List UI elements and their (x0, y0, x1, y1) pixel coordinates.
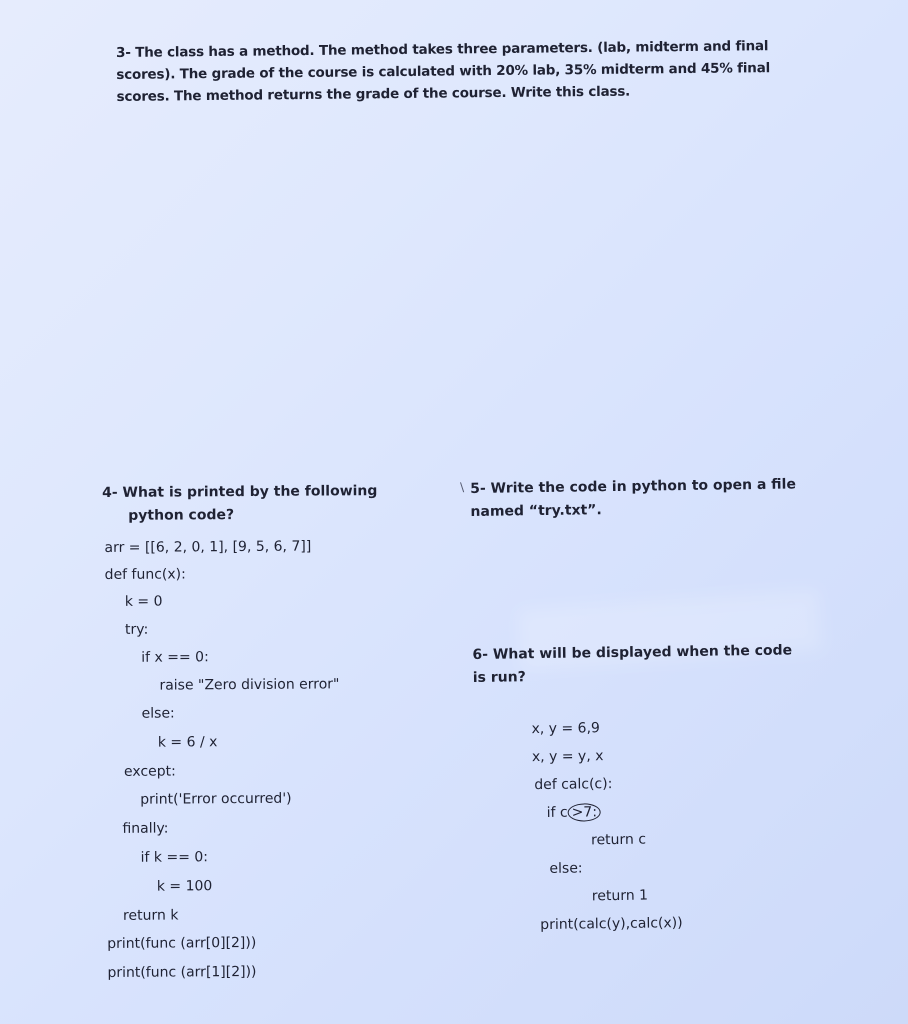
right-column (460, 473, 801, 934)
question-5-title-line-2: named “try.txt”. (470, 502, 602, 520)
q6-code-line-6: else: (549, 860, 583, 877)
code-line-15: print(func (arr[0][2])) (107, 934, 257, 952)
question-3-line-1: 3- The class has a method. The method takes three parameters. (lab, midterm and final (116, 38, 769, 61)
question-3 (116, 35, 777, 108)
code-line-5: if x == 0: (141, 649, 209, 666)
if-keyword-text: if c (546, 804, 568, 821)
q6-code-line-7: return 1 (591, 887, 649, 905)
code-line-3: k = 0 (124, 593, 163, 610)
q6-code-line-3: def calc(c): (534, 776, 613, 794)
question-4-title-line-1: 4- What is printed by the following (102, 483, 378, 501)
code-line-10: print('Error occurred') (140, 790, 292, 808)
question-5-title-line-1: 5- Write the code in python to open a file (470, 476, 797, 497)
code-line-6: raise "Zero division error" (159, 676, 340, 694)
question-4 (102, 480, 432, 981)
q6-code-line-4 (547, 802, 602, 823)
circled-condition: >7: (568, 803, 602, 821)
code-line-1: arr = [[6, 2, 0, 1], [9, 5, 6, 7]] (104, 538, 312, 556)
code-line-4: try: (124, 621, 149, 638)
code-line-8: k = 6 / x (157, 734, 218, 751)
code-line-11: finally: (122, 820, 169, 837)
question-3-line-2: scores). The grade of the course is calculated with 20% lab, 35% midterm and 45% final (116, 60, 771, 83)
code-line-2: def func(x): (104, 566, 186, 583)
code-line-14: return k (122, 907, 179, 924)
q6-code-line-2: x, y = y, x (531, 748, 604, 766)
code-line-12: if k == 0: (140, 849, 209, 866)
q6-code-line-8: print(calc(y),calc(x)) (540, 915, 683, 934)
code-line-13: k = 100 (156, 878, 213, 895)
question-6-title-line-2: is run? (472, 669, 526, 686)
question-6-title-line-1: 6- What will be displayed when the code (472, 642, 793, 663)
pen-tick-mark: \ (460, 480, 465, 495)
question-3-line-3: scores. The method returns the grade of the course. Write this class. (116, 83, 631, 105)
question-6 (472, 639, 803, 934)
code-line-9: except: (123, 763, 176, 780)
question-4-title-line-2: python code? (128, 507, 235, 524)
code-line-7: else: (141, 705, 175, 722)
q6-code-line-1: x, y = 6,9 (531, 720, 600, 738)
q6-code-line-5: return c (590, 831, 647, 849)
code-line-16: print(func (arr[1][2])) (107, 963, 257, 981)
